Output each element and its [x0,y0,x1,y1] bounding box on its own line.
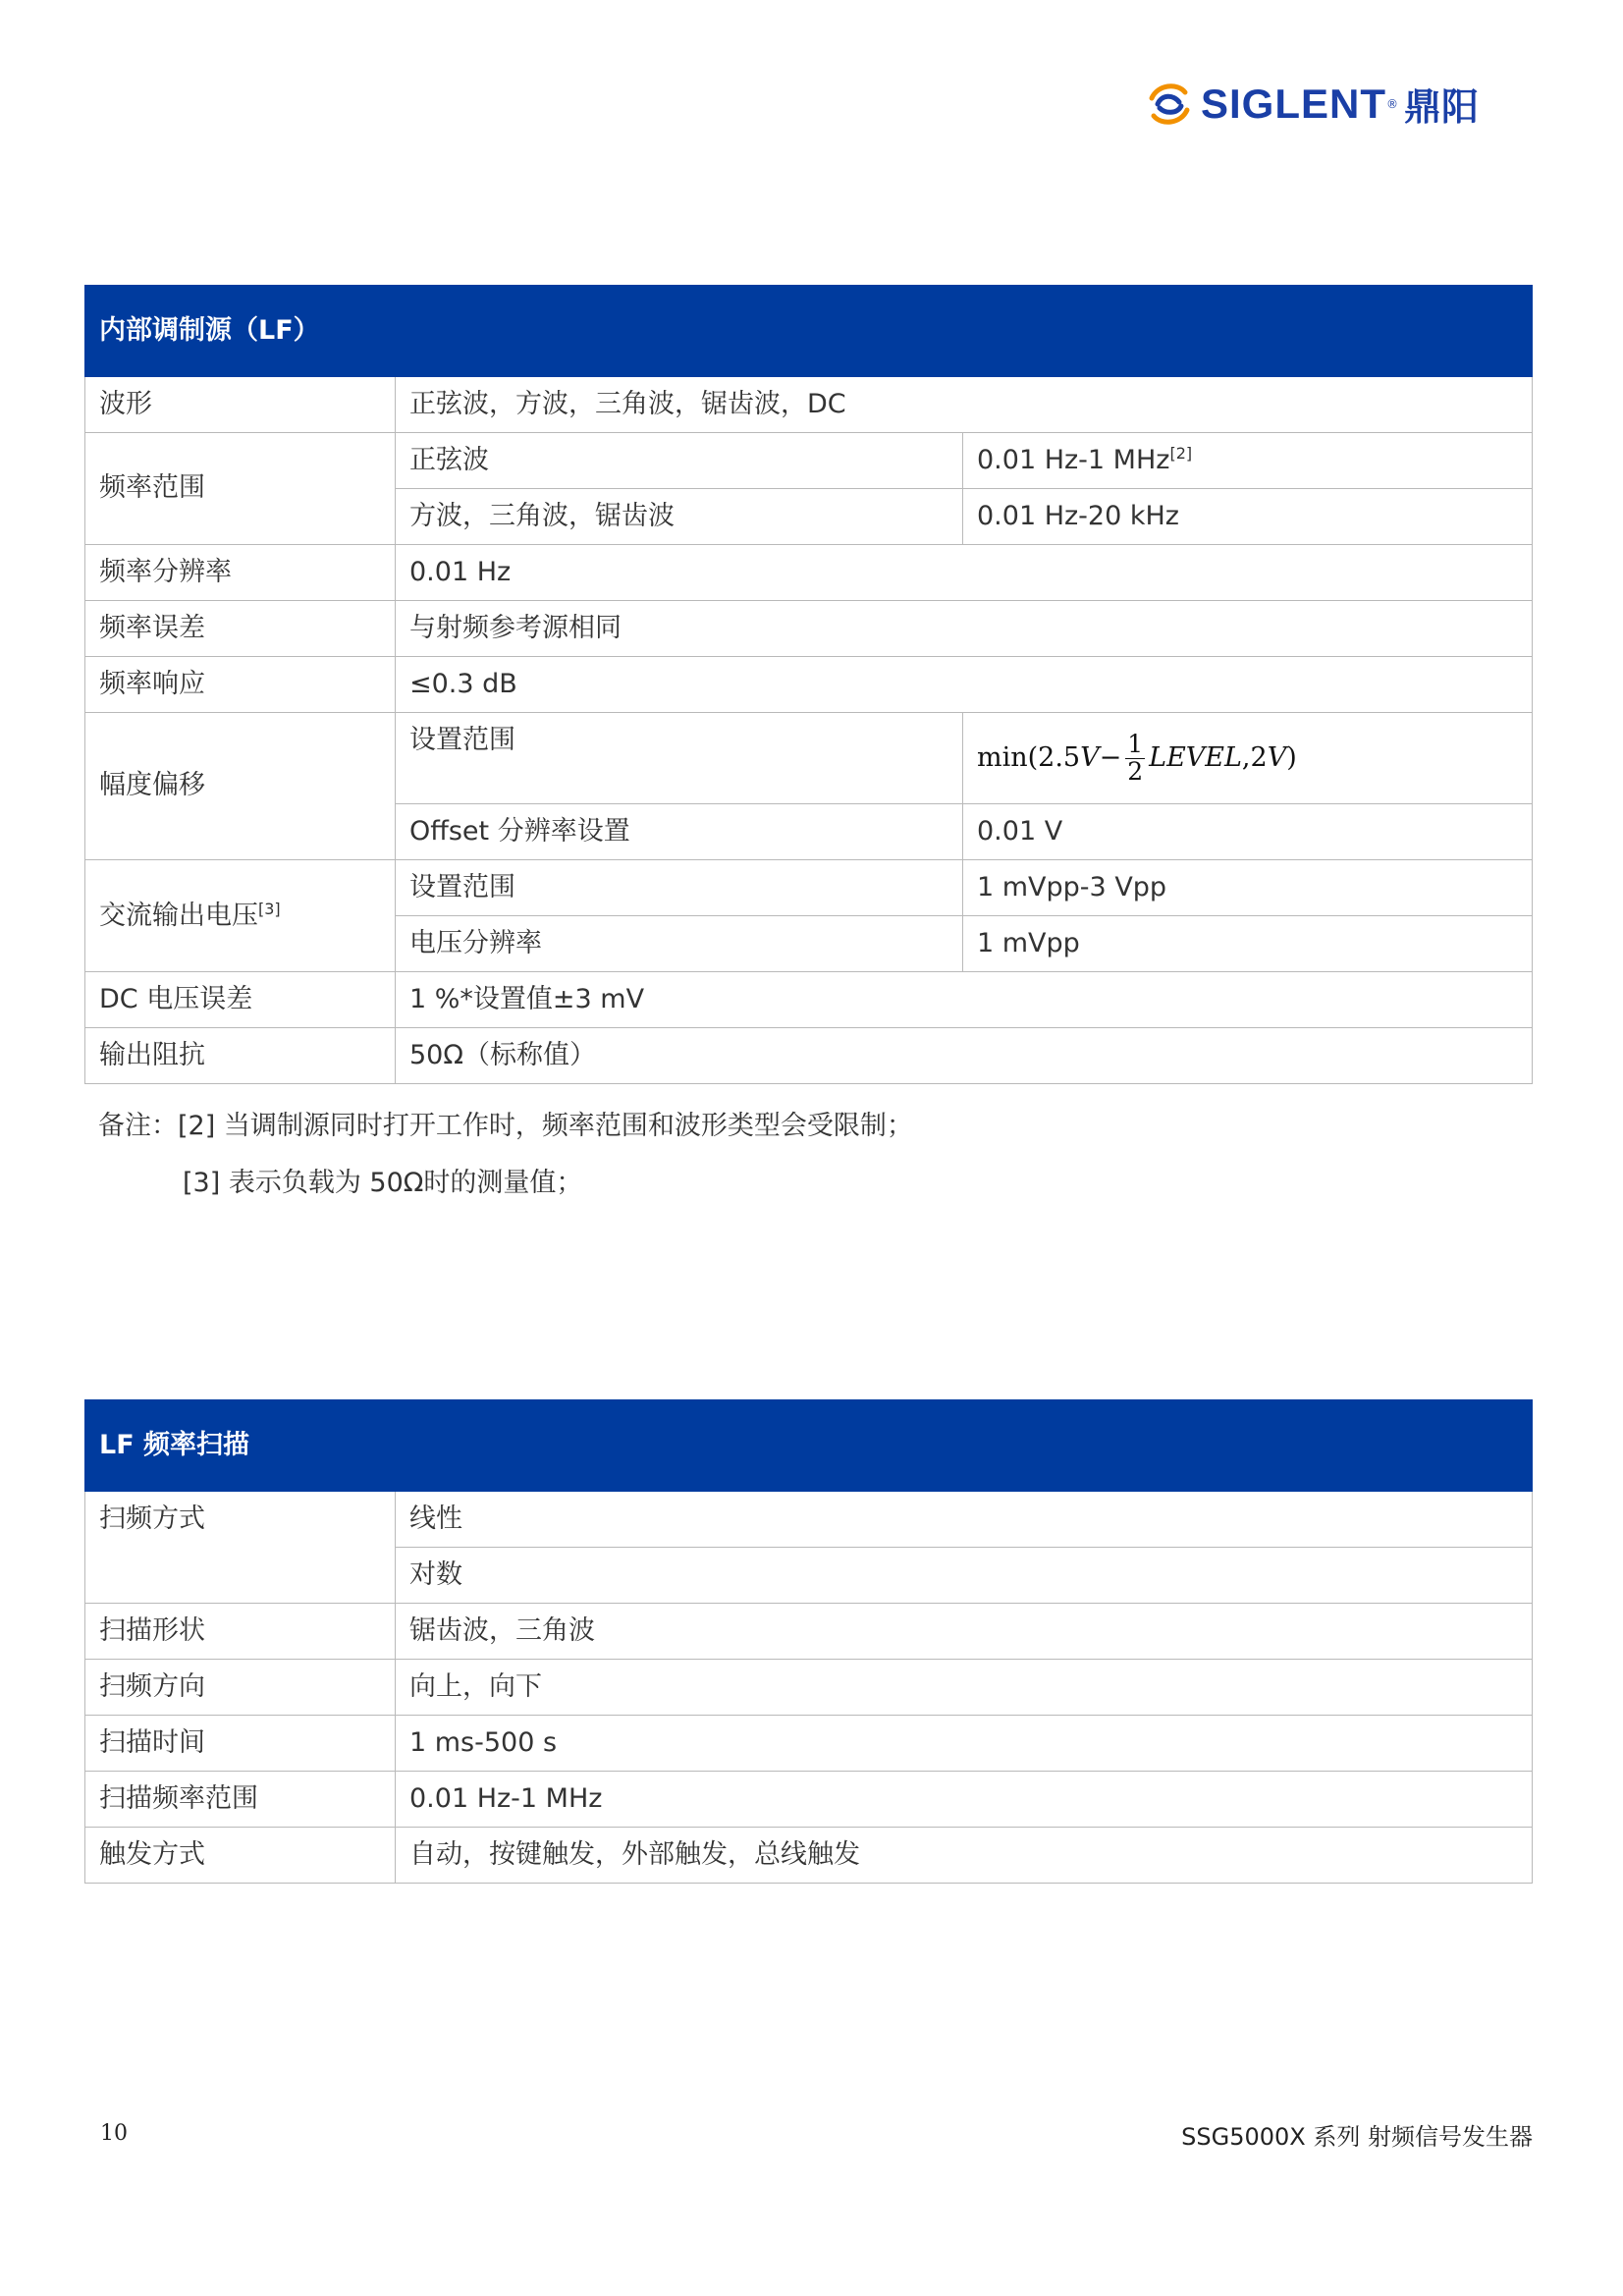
row-value: 对数 [396,1548,1533,1604]
offset-formula [977,732,1297,785]
value-text: 0.01 Hz-1 MHz [977,445,1170,476]
formula-part: − [1099,741,1122,773]
row-value: ≤0.3 dB [396,657,1533,713]
sub-label: 方波，三角波，锯齿波 [396,489,963,545]
row-value: 与射频参考源相同 [396,601,1533,657]
row-label: 扫频方向 [85,1660,396,1716]
sub-value: 0.01 Hz-20 kHz [963,489,1533,545]
formula-part: min(2.5 [977,741,1081,773]
row-label: 频率范围 [85,433,396,545]
row-value: 0.01 Hz [396,545,1533,601]
row-label: 扫频方式 [85,1492,396,1604]
table-row [85,1828,1533,1884]
row-label: 频率误差 [85,601,396,657]
table-header: LF 频率扫描 [85,1400,1533,1492]
logo-registered: ® [1386,96,1399,111]
row-label: 触发方式 [85,1828,396,1884]
fraction-denominator: 2 [1127,756,1144,786]
siglent-logo [1144,77,1479,131]
row-value: 正弦波，方波，三角波，锯齿波，DC [396,377,1533,433]
table-row [85,1660,1533,1716]
sub-value: 1 mVpp [963,916,1533,972]
table-row [85,860,1533,916]
table-row [85,1716,1533,1772]
internal-modulation-table [84,285,1533,1084]
row-label: 波形 [85,377,396,433]
sub-label: 设置范围 [396,713,963,804]
footnote-ref: [3] [258,899,281,918]
sub-label: Offset 分辨率设置 [396,804,963,860]
logo-brand: SIGLENT [1201,80,1387,127]
row-label: 扫描频率范围 [85,1772,396,1828]
page-number: 10 [100,2121,128,2146]
row-label: 扫描时间 [85,1716,396,1772]
table-row [85,1028,1533,1084]
row-value: 自动，按键触发，外部触发，总线触发 [396,1828,1533,1884]
row-value: 1 %*设置值±3 mV [396,972,1533,1028]
table-row [85,1492,1533,1548]
table-row [85,545,1533,601]
table-row [85,657,1533,713]
sub-value: 1 mVpp-3 Vpp [963,860,1533,916]
footer-title: SSG5000X 系列 射频信号发生器 [1181,2123,1533,2151]
row-value: 50Ω（标称值） [396,1028,1533,1084]
row-value: 线性 [396,1492,1533,1548]
siglent-swirl-icon [1144,79,1195,130]
note-line-2: [3] 表示负载为 50Ω时的测量值； [183,1168,583,1198]
formula-part: V [1267,741,1287,773]
sub-value: 0.01 V [963,804,1533,860]
row-label: 幅度偏移 [85,713,396,860]
row-value: 0.01 Hz-1 MHz [396,1772,1533,1828]
row-label: 输出阻抗 [85,1028,396,1084]
row-label: 频率响应 [85,657,396,713]
offset-formula-cell [963,713,1533,804]
formula-part: V [1080,741,1100,773]
row-value: 1 ms-500 s [396,1716,1533,1772]
row-value: 向上，向下 [396,1660,1533,1716]
formula-fraction [1125,732,1145,785]
row-label: DC 电压误差 [85,972,396,1028]
table-row [85,1772,1533,1828]
table-row [85,433,1533,489]
fraction-numerator: 1 [1127,730,1144,759]
footnote-ref: [2] [1169,444,1193,464]
sub-label: 设置范围 [396,860,963,916]
row-label [85,860,396,972]
table-header: 内部调制源（LF） [85,286,1533,377]
table-row [85,972,1533,1028]
table-row [85,377,1533,433]
formula-part: ) [1286,741,1297,773]
sub-label: 正弦波 [396,433,963,489]
formula-part: LEVEL [1149,741,1242,773]
note-line-1: 备注：[2] 当调制源同时打开工作时，频率范围和波形类型会受限制； [98,1111,913,1141]
label-text: 交流输出电压 [99,900,258,931]
sub-value [963,433,1533,489]
sub-label: 电压分辨率 [396,916,963,972]
table-row [85,601,1533,657]
row-label: 扫描形状 [85,1604,396,1660]
logo-brand-cn: 鼎阳 [1404,85,1480,129]
row-value: 锯齿波，三角波 [396,1604,1533,1660]
formula-part: ,2 [1241,741,1268,773]
row-label: 频率分辨率 [85,545,396,601]
table-row [85,713,1533,804]
table-row [85,1604,1533,1660]
lf-sweep-table [84,1399,1533,1884]
